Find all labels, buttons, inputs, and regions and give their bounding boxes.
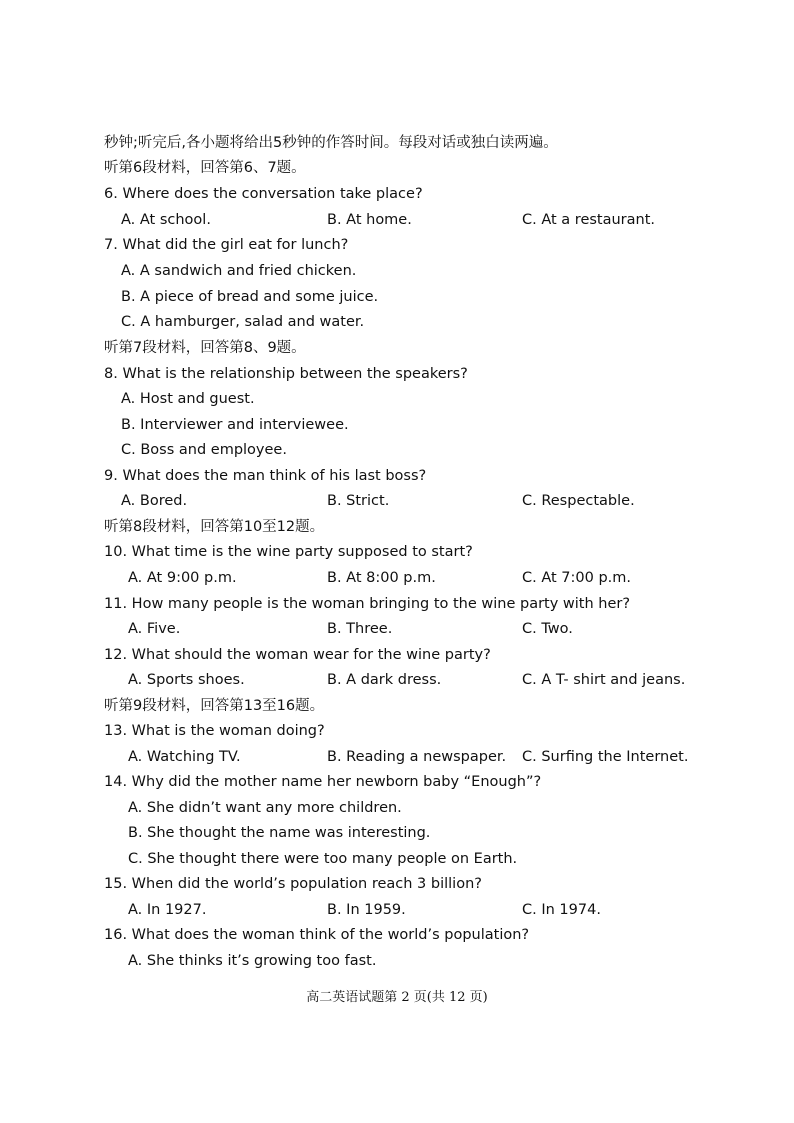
question-stem: 7. What did the girl eat for lunch? (104, 237, 349, 253)
instruction-text: 秒钟;听完后,各小题将给出5秒钟的作答时间。每段对话或独白读两遍。 (104, 135, 558, 151)
option-c: C. She thought there were too many people on Earth. (128, 851, 518, 867)
option-a: A. Five. (128, 621, 181, 637)
option-a: A. At 9:00 p.m. (128, 570, 237, 586)
option-a: A. Sports shoes. (128, 672, 245, 688)
option-a: A. Host and guest. (121, 391, 255, 407)
option-c: C. At a restaurant. (522, 212, 656, 228)
option-b: B. At home. (327, 212, 412, 228)
question-stem: 15. When did the world’s population reach 3 billion? (104, 876, 482, 892)
option-b: B. In 1959. (327, 902, 406, 918)
option-c: C. At 7:00 p.m. (522, 570, 632, 586)
option-a: A. A sandwich and fried chicken. (121, 263, 357, 279)
question-stem: 16. What does the woman think of the world’s population? (104, 927, 530, 943)
option-c: C. A hamburger, salad and water. (121, 314, 365, 330)
question-stem: 8. What is the relationship between the speakers? (104, 366, 468, 382)
option-c: C. A T- shirt and jeans. (522, 672, 686, 688)
section-heading: 听第7段材料，回答第8、9题。 (104, 340, 306, 356)
option-a: A. Bored. (121, 493, 188, 509)
question-stem: 13. What is the woman doing? (104, 723, 325, 739)
question-stem: 12. What should the woman wear for the wine party? (104, 647, 491, 663)
option-a: A. She didn’t want any more children. (128, 800, 402, 816)
page-footer: 高二英语试题第 2 页(共 12 页) (306, 990, 488, 1005)
option-c: C. Two. (522, 621, 573, 637)
question-stem: 11. How many people is the woman bringing to the wine party with her? (104, 596, 631, 612)
option-b: B. Three. (327, 621, 393, 637)
question-stem: 6. Where does the conversation take place? (104, 186, 423, 202)
option-c: C. Surfing the Internet. (522, 749, 689, 765)
section-heading: 听第9段材料，回答第13至16题。 (104, 698, 325, 714)
option-b: B. She thought the name was interesting. (128, 825, 431, 841)
option-c: C. Boss and employee. (121, 442, 287, 458)
option-a: A. She thinks it’s growing too fast. (128, 953, 377, 969)
option-b: B. Reading a newspaper. (327, 749, 507, 765)
option-b: B. Interviewer and interviewee. (121, 417, 349, 433)
option-b: B. At 8:00 p.m. (327, 570, 436, 586)
option-b: B. Strict. (327, 493, 390, 509)
section-heading: 听第6段材料，回答第6、7题。 (104, 160, 306, 176)
option-b: B. A piece of bread and some juice. (121, 289, 379, 305)
option-b: B. A dark dress. (327, 672, 442, 688)
question-stem: 14. Why did the mother name her newborn baby “Enough”? (104, 774, 542, 790)
question-stem: 10. What time is the wine party supposed to start? (104, 544, 473, 560)
question-stem: 9. What does the man think of his last boss? (104, 468, 427, 484)
option-c: C. In 1974. (522, 902, 601, 918)
option-a: A. Watching TV. (128, 749, 241, 765)
section-heading: 听第8段材料，回答第10至12题。 (104, 519, 325, 535)
option-a: A. At school. (121, 212, 211, 228)
option-a: A. In 1927. (128, 902, 207, 918)
option-c: C. Respectable. (522, 493, 635, 509)
